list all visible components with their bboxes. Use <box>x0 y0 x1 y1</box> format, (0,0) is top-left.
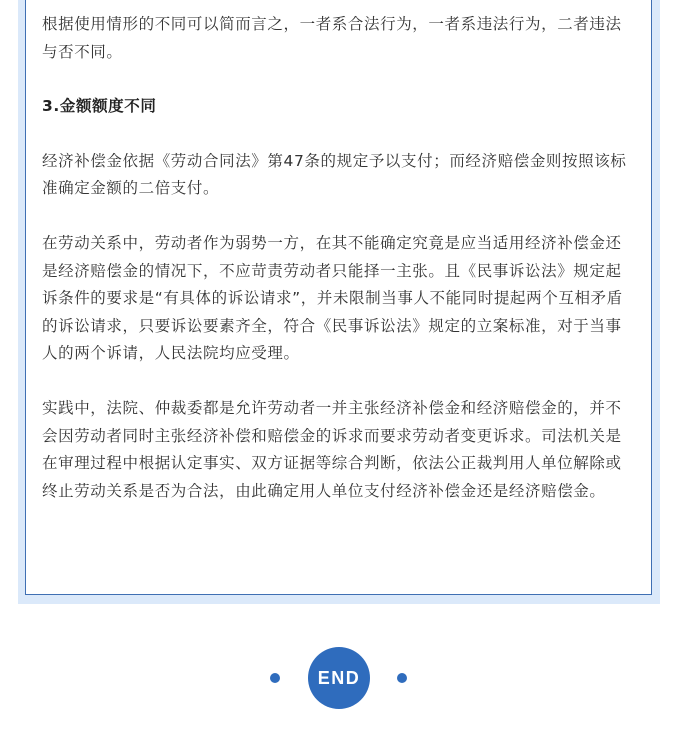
section-heading-amount: 3.金额额度不同 <box>42 97 157 116</box>
paragraph-practice: 实践中，法院、仲裁委都是允许劳动者一并主张经济补偿金和经济赔偿金的，并不会因劳动者同时主张经济补偿和赔偿金的诉求而要求劳动者变更诉求。司法机关是在审理过程中根据认定事实、双方证据等综合判断，依法公正裁判用人单位解除或终止劳动关系是否为合法，由此确定用人单位支付经济补偿金还是经济赔偿金。 <box>42 398 622 500</box>
end-badge <box>308 647 370 709</box>
right-dot-icon <box>397 673 407 683</box>
paragraph-legality: 根据使用情形的不同可以简而言之，一者系合法行为，一者系违法行为，二者违法与否不同。 <box>42 15 622 61</box>
paragraph-labor-relation: 在劳动关系中，劳动者作为弱势一方，在其不能确定究竟是应当适用经济补偿金还是经济赔偿金的情况下，不应苛责劳动者只能择一主张。且《民事诉讼法》规定起诉条件的要求是“有具体的诉讼请求”，并未限制当事人不能同时提起两个互相矛盾的诉讼请求，只要诉讼要素齐全，符合《民事诉讼法》规定的立案标准，对于当事人的两个诉请，人民法院均应受理。 <box>42 233 623 363</box>
article-body <box>42 11 636 532</box>
end-label: END <box>317 667 361 688</box>
left-dot-icon <box>270 673 280 683</box>
paragraph-amount-basis: 经济补偿金依据《劳动合同法》第47条的规定予以支付；而经济赔偿金则按照该标准确定金额的二倍支付。 <box>42 151 627 198</box>
end-marker <box>0 647 687 709</box>
